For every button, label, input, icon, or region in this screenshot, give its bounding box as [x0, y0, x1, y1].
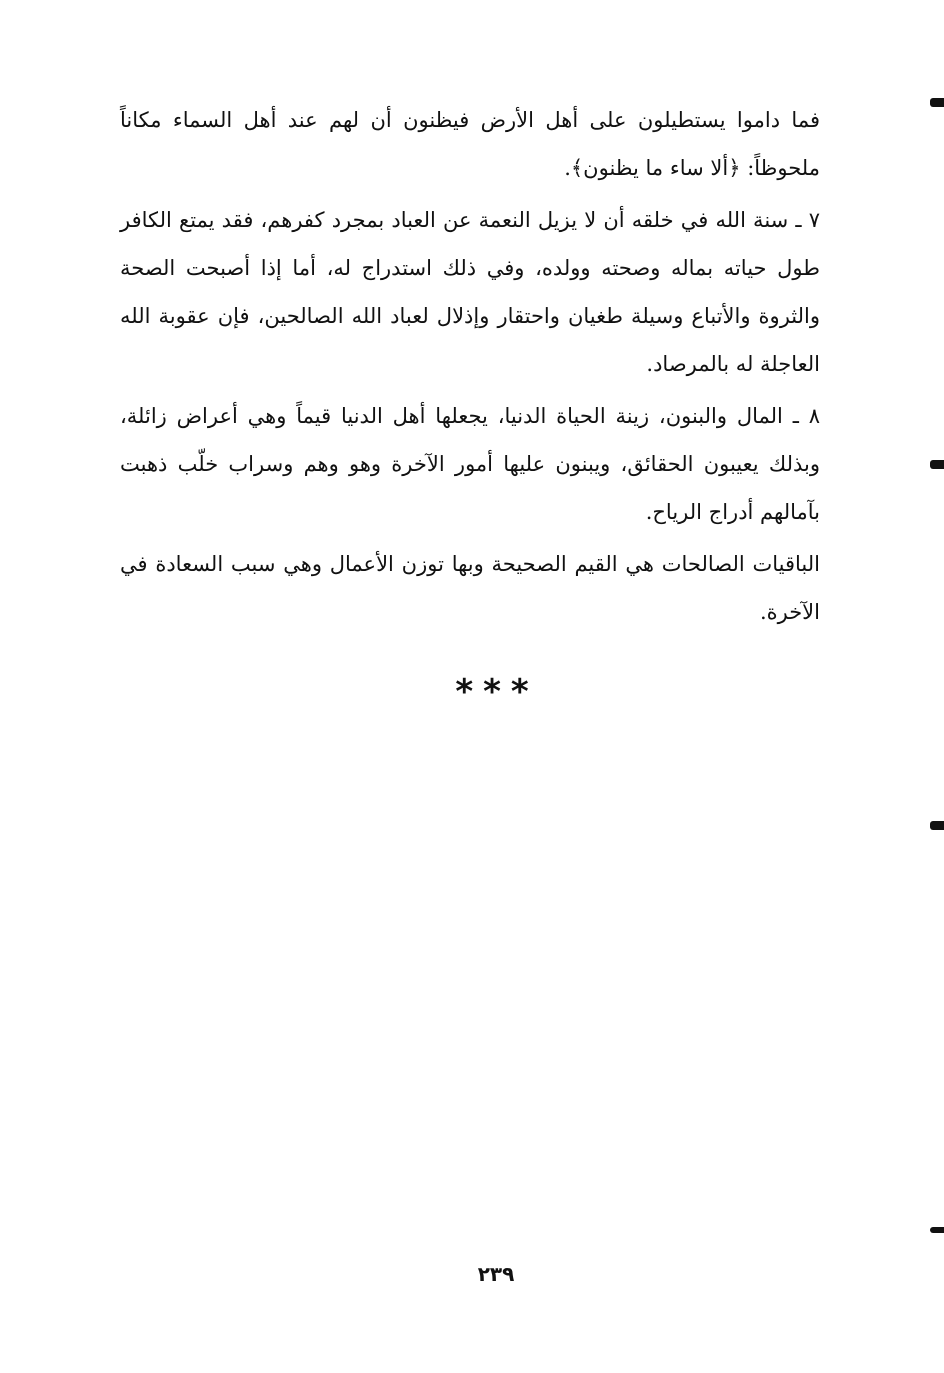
section-separator: ***: [455, 672, 539, 712]
page-body: [120, 96, 820, 640]
paragraph-conclusion: الباقيات الصالحات هي القيم الصحيحة وبها توزن الأعمال وهي سبب السعادة في الآخرة.: [120, 552, 820, 624]
paragraph-8: ٨ ـ المال والبنون، زينة الحياة الدنيا، يجعلها أهل الدنيا قيماً وهي أعراض زائلة، وبذلك يعيبون الحقائق، ويبنون عليها أمور الآخرة وهو وهم وسراب خلّب ذهبت بآمالهم أدراج الرياح.: [120, 404, 820, 524]
scan-mark-lower: [930, 821, 944, 830]
scan-mark-middle: [930, 460, 944, 469]
paragraph-7: ٧ ـ سنة الله في خلقه أن لا يزيل النعمة عن العباد بمجرد كفرهم، فقد يمتع الكافر طول حياته بماله وصحته وولده، وفي ذلك استدراج له، أما إذا أصبحت الصحة والثروة والأتباع وسيلة طغيان واحتقار وإذلال لعباد الله الصالحين، فإن عقوبة الله العاجلة له بالمرصاد.: [120, 208, 820, 376]
scan-mark-bottom: [930, 1227, 944, 1233]
page-number: ٢٣٩: [477, 1262, 515, 1286]
paragraph-1: فما داموا يستطيلون على أهل الأرض فيظنون أن لهم عند أهل السماء مكاناً ملحوظاً: ﴿ألا ساء ما يظنون﴾.: [120, 108, 820, 180]
scan-mark-top: [930, 98, 944, 107]
